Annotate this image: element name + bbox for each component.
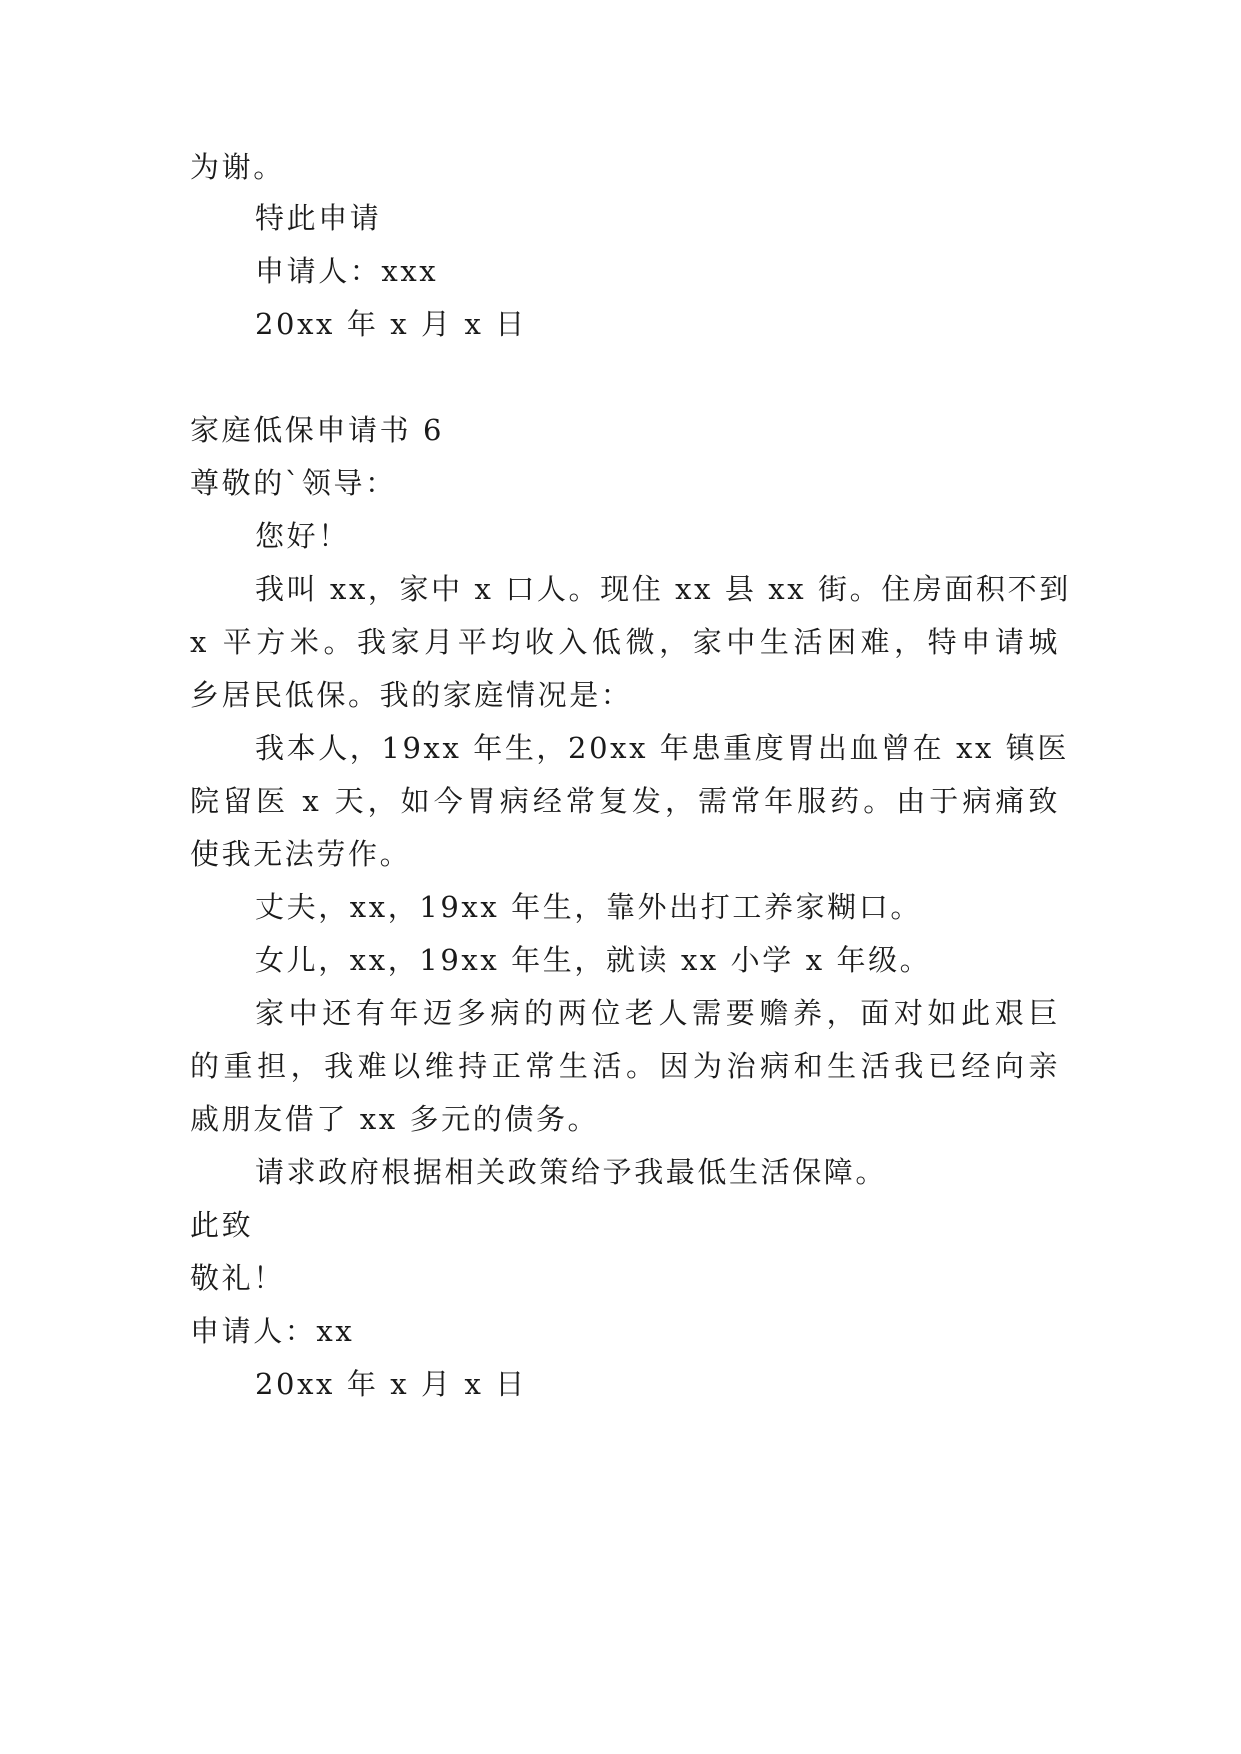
applicant: 申请人：xx bbox=[190, 1314, 355, 1348]
paragraph-line: 家中还有年迈多病的两位老人需要赡养，面对如此艰巨 bbox=[255, 996, 1060, 1030]
paragraph-line: 使我无法劳作。 bbox=[190, 837, 412, 871]
special-request: 特此申请 bbox=[255, 201, 382, 235]
letter-title: 家庭低保申请书 6 bbox=[190, 413, 445, 447]
paragraph-line: 的重担，我难以维持正常生活。因为治病和生活我已经向亲 bbox=[190, 1049, 1060, 1083]
paragraph-request: 请求政府根据相关政策给予我最低生活保障。 bbox=[255, 1155, 888, 1189]
prev-applicant: 申请人：xxx bbox=[255, 254, 439, 288]
salutation: 尊敬的`领导： bbox=[190, 466, 397, 500]
date: 20xx 年 x 月 x 日 bbox=[255, 1367, 527, 1401]
closing-line-1: 此致 bbox=[190, 1208, 254, 1242]
closing-line-2: 敬礼！ bbox=[190, 1261, 285, 1295]
closing-thanks: 为谢。 bbox=[190, 150, 285, 184]
paragraph-daughter: 女儿，xx，19xx 年生，就读 xx 小学 x 年级。 bbox=[255, 943, 932, 977]
paragraph-line: 院留医 x 天，如今胃病经常复发，需常年服药。由于病痛致 bbox=[190, 784, 1060, 818]
paragraph-line: x 平方米。我家月平均收入低微，家中生活困难，特申请城 bbox=[190, 625, 1060, 659]
paragraph-husband: 丈夫，xx，19xx 年生，靠外出打工养家糊口。 bbox=[255, 890, 922, 924]
greeting: 您好！ bbox=[255, 519, 350, 553]
paragraph-line: 我本人，19xx 年生，20xx 年患重度胃出血曾在 xx 镇医 bbox=[255, 731, 1070, 765]
paragraph-line: 戚朋友借了 xx 多元的债务。 bbox=[190, 1102, 600, 1136]
paragraph-line: 乡居民低保。我的家庭情况是： bbox=[190, 678, 633, 712]
prev-date: 20xx 年 x 月 x 日 bbox=[255, 307, 527, 341]
paragraph-line: 我叫 xx，家中 x 口人。现住 xx 县 xx 街。住房面积不到 bbox=[255, 572, 1071, 606]
